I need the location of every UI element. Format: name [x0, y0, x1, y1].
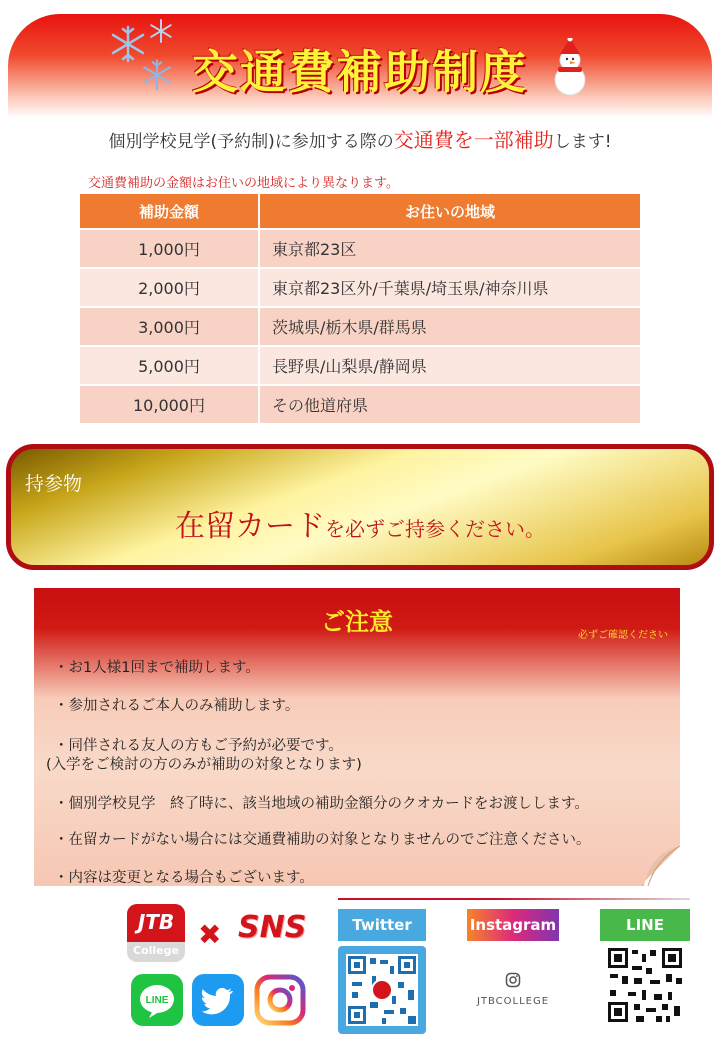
subtitle-suffix: します!	[553, 132, 612, 152]
sns-label: SNS	[238, 910, 307, 945]
notice-item: ・お1人様1回まで補助します。	[54, 660, 260, 676]
subtitle-prefix: 個別学校見学(予約制)に参加する際の	[108, 132, 394, 152]
brand-bottom: College	[133, 944, 179, 957]
column-header-region: お住いの地域	[259, 193, 641, 229]
table-row	[79, 268, 641, 307]
belongings-instruction: を必ずご持参ください。	[325, 517, 545, 541]
table-note: 交通費補助の金額はお住いの地域により異なります。	[88, 176, 399, 191]
instagram-handle[interactable]	[470, 972, 556, 1007]
divider	[338, 898, 690, 900]
table-row	[79, 229, 641, 268]
snowman-icon	[548, 38, 592, 98]
belongings-text	[11, 501, 709, 545]
region-cell: 東京都23区外/千葉県/埼玉県/神奈川県	[259, 268, 641, 307]
belongings-box	[6, 444, 714, 570]
twitter-app-icon[interactable]	[192, 974, 244, 1026]
belongings-item: 在留カード	[175, 509, 325, 544]
subtitle-highlight: 交通費を一部補助	[393, 128, 554, 152]
table-row	[79, 307, 641, 346]
line-app-icon[interactable]	[131, 974, 183, 1026]
region-cell: 茨城県/栃木県/群馬県	[259, 307, 641, 346]
notice-item: (入学をご検討の方のみが補助の対象となります)	[46, 757, 362, 773]
subtitle	[0, 124, 720, 153]
line-qr-code[interactable]	[606, 946, 684, 1024]
notice-item: ・在留カードがない場合には交通費補助の対象となりませんのでご注意ください。	[54, 832, 591, 848]
notice-item: ・個別学校見学 終了時に、該当地域の補助金額分のクオカードをお渡しします。	[54, 796, 589, 812]
page-curl-icon	[640, 846, 680, 886]
notice-item: ・参加されるご本人のみ補助します。	[54, 698, 300, 714]
twitter-qr-code[interactable]	[338, 946, 426, 1034]
fare-table	[78, 192, 642, 425]
line-label[interactable]: LINE	[600, 909, 690, 941]
page-title: 交通費補助制度	[192, 45, 528, 99]
instagram-handle-text: JTBCOLLEGE	[476, 996, 550, 1007]
title-banner	[8, 14, 712, 118]
table-row	[79, 346, 641, 385]
notice-item: ・同伴される友人の方もご予約が必要です。	[54, 738, 343, 754]
amount-cell: 3,000円	[79, 307, 259, 346]
amount-cell: 1,000円	[79, 229, 259, 268]
belongings-label: 持参物	[25, 473, 83, 495]
notice-subtitle: 必ずご確認ください	[578, 630, 668, 641]
table-header-row	[79, 193, 641, 229]
line-app-text: LINE	[145, 995, 169, 1006]
notice-box	[34, 588, 680, 886]
region-cell: 長野県/山梨県/静岡県	[259, 346, 641, 385]
instagram-small-icon	[505, 972, 521, 988]
jtb-college-logo	[127, 904, 185, 962]
amount-cell: 2,000円	[79, 268, 259, 307]
notice-title: ご注意	[321, 608, 393, 636]
region-cell: その他道府県	[259, 385, 641, 424]
column-header-amount: 補助金額	[79, 193, 259, 229]
notice-item: ・内容は変更となる場合もございます。	[54, 870, 314, 886]
amount-cell: 10,000円	[79, 385, 259, 424]
cross-icon: ✖	[198, 918, 222, 951]
region-cell: 東京都23区	[259, 229, 641, 268]
instagram-app-icon[interactable]	[254, 974, 306, 1026]
twitter-label[interactable]: Twitter	[338, 909, 426, 941]
amount-cell: 5,000円	[79, 346, 259, 385]
table-row	[79, 385, 641, 424]
brand-top: JTB	[137, 910, 175, 934]
instagram-label[interactable]: Instagram	[467, 909, 559, 941]
